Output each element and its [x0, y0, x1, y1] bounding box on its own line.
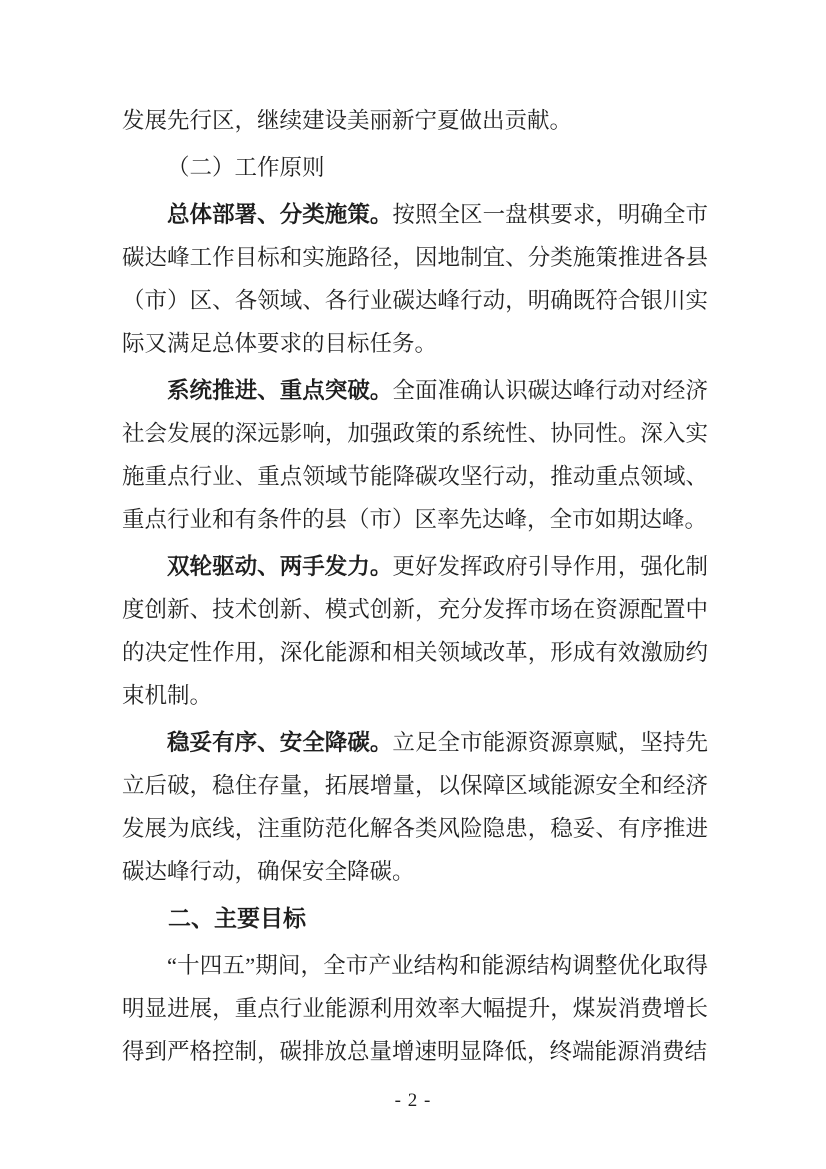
page-footer [0, 1088, 826, 1113]
section-subheading: （二）工作原则 [167, 155, 325, 180]
paragraph [122, 193, 708, 365]
paragraph [122, 944, 708, 1073]
paragraph [122, 369, 708, 541]
page-number: - 2 - [394, 1090, 432, 1111]
paragraph [122, 545, 708, 717]
paragraph-lead: 总体部署、分类施策。 [167, 202, 393, 227]
document-body [122, 99, 708, 1077]
paragraph-text: 按照全区一盘棋要求，明确全市碳达峰工作目标和实施路径，因地制宜、分类施策推进各县（市）区、各领域、各行业碳达峰行动，明确既符合银川实际又满足总体要求的目标任务。 [122, 202, 708, 356]
paragraph-lead: 双轮驱动、两手发力。 [167, 554, 393, 579]
paragraph-lead: 系统推进、重点突破。 [167, 378, 393, 403]
paragraph-lead: 稳妥有序、安全降碳。 [167, 730, 393, 755]
paragraph-continuation: 发展先行区，继续建设美丽新宁夏做出贡献。 [122, 108, 573, 133]
paragraph-text: “十四五”期间，全市产业结构和能源结构调整优化取得明显进展，重点行业能源利用效率大幅提升，煤炭消费增长得到严格控制，碳排放总量增速明显降低，终端能源消费结 [122, 953, 708, 1064]
paragraph-text: 更好发挥政府引导作用，强化制度创新、技术创新、模式创新，充分发挥市场在资源配置中的决定性作用，深化能源和相关领域改革，形成有效激励约束机制。 [122, 554, 708, 708]
paragraph-text: 立足全市能源资源禀赋，坚持先立后破，稳住存量，拓展增量，以保障区域能源安全和经济发展为底线，注重防范化解各类风险隐患，稳妥、有序推进碳达峰行动，确保安全降碳。 [122, 730, 708, 884]
paragraph-text: 全面准确认识碳达峰行动对经济社会发展的深远影响，加强政策的系统性、协同性。深入实施重点行业、重点领域节能降碳攻坚行动，推动重点领域、重点行业和有条件的县（市）区率先达峰，全市如期达峰。 [122, 378, 708, 532]
section-heading: 二、主要目标 [168, 905, 306, 931]
paragraph [122, 721, 708, 893]
